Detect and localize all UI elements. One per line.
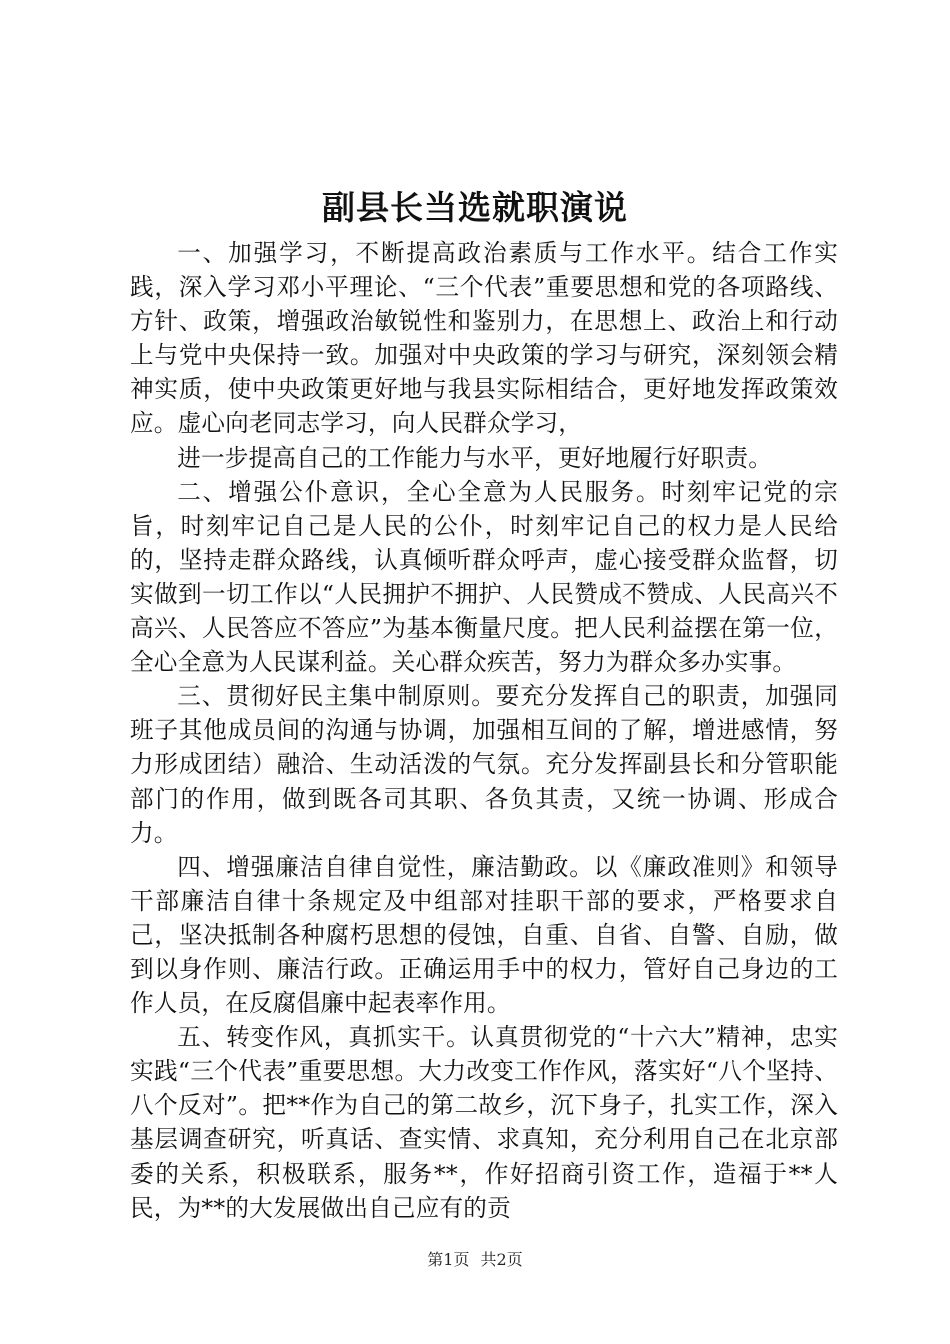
paragraph-study: 一、加强学习，不断提高政治素质与工作水平。结合工作实践，深入学习邓小平理论、“三个代表”重要思想和党的各项路线、方针、政策，增强政治敏锐性和鉴别力，在思想上、政治上和行动上与党中央保持一致。加强对中央政策的学习与研究，深刻领会精神实质，使中央政策更好地与我县实际相结合，更好地发挥政策效应。虚心向老同志学习，向人民群众学习， bbox=[130, 239, 838, 438]
paragraph-ability: 进一步提高自己的工作能力与水平，更好地履行好职责。 bbox=[177, 443, 773, 472]
paragraph-style: 五、转变作风，真抓实干。认真贯彻党的“十六大”精神，忠实实践“三个代表”重要思想。大力改变工作作风，落实好“八个坚持、八个反对”。把**作为自己的第二故乡，沉下身子，扎实工作，深入基层调查研究，听真话、查实情、求真知，充分利用自己在北京部委的关系，积极联系，服务**，作好招商引资工作，造福于**人民，为**的大发展做出自己应有的贡 bbox=[130, 1023, 838, 1222]
paragraph-democracy: 三、贯彻好民主集中制原则。要充分发挥自己的职责，加强同班子其他成员间的沟通与协调，加强相互间的了解，增进感情，努力形成团结）融洽、生动活泼的气氛。充分发挥副县长和分管职能部门的作用，做到既各司其职、各负其责，又统一协调、形成合力。 bbox=[130, 682, 838, 847]
page-footer bbox=[0, 1247, 950, 1270]
document-body bbox=[130, 236, 838, 1225]
document-title: 副县长当选就职演说 bbox=[322, 188, 628, 227]
paragraph-integrity: 四、增强廉洁自律自觉性，廉洁勤政。以《廉政准则》和领导干部廉洁自律十条规定及中组部对挂职干部的要求，严格要求自己，坚决抵制各种腐朽思想的侵蚀，自重、自省、自警、自励，做到以身作则、廉洁行政。正确运用手中的权力，管好自己身边的工作人员，在反腐倡廉中起表率作用。 bbox=[130, 852, 838, 1018]
paragraph-service: 二、增强公仆意识，全心全意为人民服务。时刻牢记党的宗旨，时刻牢记自己是人民的公仆，时刻牢记自己的权力是人民给的，坚持走群众路线，认真倾听群众呼声，虚心接受群众监督，切实做到一切工作以“人民拥护不拥护、人民赞成不赞成、人民高兴不高兴、人民答应不答应”为基本衡量尺度。把人民利益摆在第一位，全心全意为人民谋利益。关心群众疾苦，努力为群众多办实事。 bbox=[130, 477, 838, 677]
page-number-total: 共2页 bbox=[480, 1250, 523, 1269]
page-number-current: 第1页 bbox=[427, 1250, 470, 1269]
